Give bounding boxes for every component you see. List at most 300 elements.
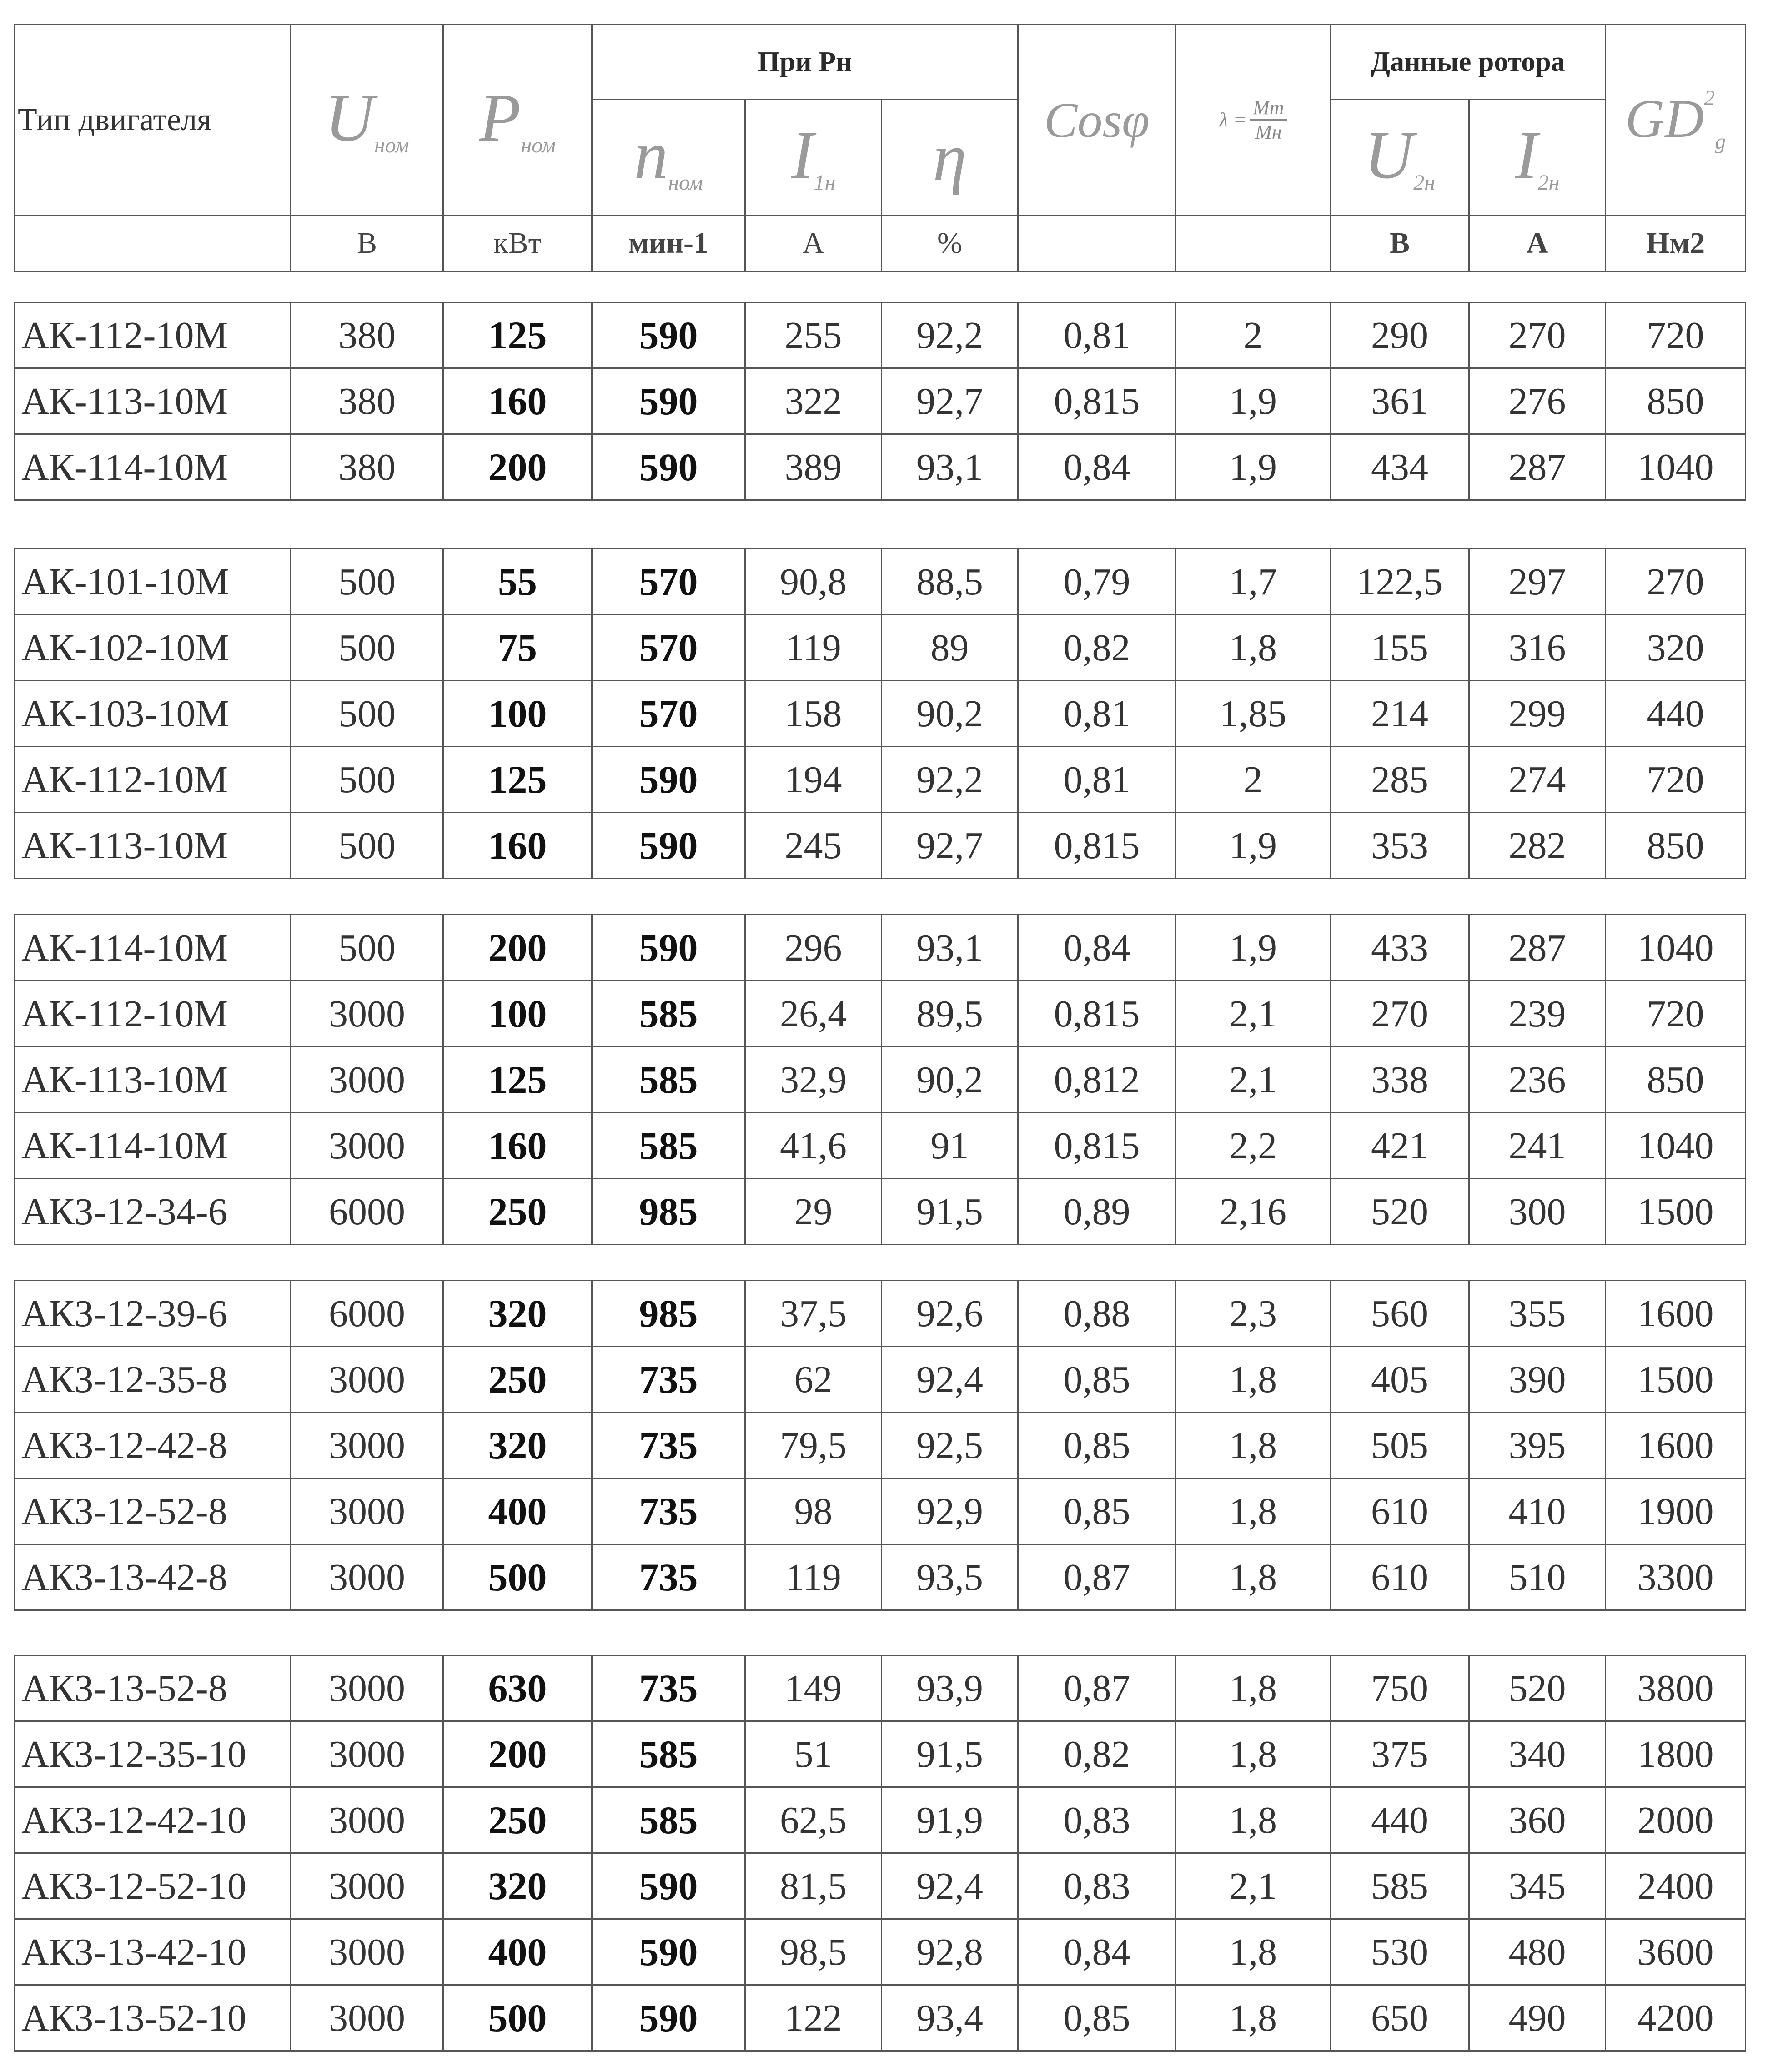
motor-type-cell: АКЗ-12-42-8 [15,1413,291,1479]
i-1n-cell: 81,5 [745,1853,882,1919]
unit-cell: В [1331,216,1469,272]
motor-type-cell: АКЗ-13-42-8 [15,1544,291,1610]
table-row [15,1853,1746,1919]
i-1n-cell: 296 [745,915,882,981]
u-nom-cell: 3000 [291,1655,443,1721]
cos-phi-cell: 0,84 [1018,434,1176,500]
table-row [15,1281,1746,1347]
eta-header: η [882,100,1018,216]
units-row [15,216,1746,272]
p-nom-cell: 160 [443,813,592,879]
i-1n-cell: 119 [745,615,882,681]
lambda-cell: 2,1 [1176,1853,1331,1919]
cos-phi-cell: 0,88 [1018,1281,1176,1347]
cos-phi-cell: 0,815 [1018,368,1176,434]
unit-cell: кВт [443,216,592,272]
gd2-cell: 2400 [1606,1853,1746,1919]
cos-phi-cell: 0,812 [1018,1047,1176,1113]
lambda-cell: 1,9 [1176,434,1331,500]
cos-phi-cell: 0,81 [1018,681,1176,747]
u-2n-cell: 270 [1331,981,1469,1047]
n-nom-cell: 590 [592,1985,745,2051]
lambda-cell: 2,3 [1176,1281,1331,1347]
table-row [15,981,1746,1047]
n-nom-cell: 570 [592,681,745,747]
cos-phi-cell: 0,85 [1018,1413,1176,1479]
u-nom-cell: 3000 [291,1919,443,1985]
n-nom-cell: 985 [592,1179,745,1245]
gd2-cell: 720 [1606,981,1746,1047]
u-2n-cell: 285 [1331,747,1469,813]
p-nom-cell: 125 [443,747,592,813]
n-nom-cell: 735 [592,1655,745,1721]
p-nom-cell: 630 [443,1655,592,1721]
cos-phi-cell: 0,815 [1018,981,1176,1047]
u-nom-cell: 6000 [291,1281,443,1347]
u-nom-cell: 3000 [291,1721,443,1787]
cos-phi-cell: 0,85 [1018,1985,1176,2051]
gd2-cell: 1040 [1606,1113,1746,1179]
n-nom-cell: 590 [592,813,745,879]
u-nom-cell: 500 [291,549,443,615]
i-2n-cell: 282 [1469,813,1606,879]
u-nom-cell: 380 [291,302,443,368]
motor-group-3 [14,914,1745,1242]
lambda-cell: 1,8 [1176,1721,1331,1787]
n-nom-cell: 585 [592,1047,745,1113]
eta-cell: 93,5 [882,1544,1018,1610]
motor-type-cell: АКЗ-12-35-8 [15,1347,291,1413]
eta-cell: 92,4 [882,1853,1018,1919]
motor-type-cell: АК-113-10М [15,368,291,434]
i-2n-cell: 270 [1469,302,1606,368]
p-nom-cell: 160 [443,1113,592,1179]
p-nom-cell: 200 [443,1721,592,1787]
gd2-cell: 720 [1606,747,1746,813]
i-2n-cell: 510 [1469,1544,1606,1610]
u-2n-cell: 361 [1331,368,1469,434]
gd2-cell: 3300 [1606,1544,1746,1610]
lambda-cell: 1,9 [1176,813,1331,879]
n-nom-cell: 590 [592,434,745,500]
i-1n-header: $I_{1н}$ [745,100,882,216]
motor-type-cell: АКЗ-12-34-6 [15,1179,291,1245]
p-nom-cell: 200 [443,434,592,500]
n-nom-cell: 590 [592,368,745,434]
table-row [15,681,1746,747]
u-nom-cell: 500 [291,747,443,813]
lambda-cell: 1,7 [1176,549,1331,615]
i-1n-cell: 26,4 [745,981,882,1047]
gd2-cell: 850 [1606,1047,1746,1113]
eta-cell: 93,9 [882,1655,1018,1721]
motor-type-cell: АКЗ-13-42-10 [15,1919,291,1985]
i-1n-cell: 158 [745,681,882,747]
u-nom-cell: 3000 [291,1347,443,1413]
p-nom-cell: 400 [443,1479,592,1544]
gd2-cell: 3600 [1606,1919,1746,1985]
u-2n-cell: 375 [1331,1721,1469,1787]
lambda-cell: 1,8 [1176,1919,1331,1985]
motor-group-5 [14,1655,1745,2047]
i-2n-cell: 490 [1469,1985,1606,2051]
motor-type-cell: АК-102-10М [15,615,291,681]
cos-phi-cell: 0,815 [1018,1113,1176,1179]
p-nom-cell: 400 [443,1919,592,1985]
i-1n-cell: 41,6 [745,1113,882,1179]
u-2n-cell: 155 [1331,615,1469,681]
i-2n-header: $I_{2н}$ [1469,100,1606,216]
n-nom-cell: 590 [592,1853,745,1919]
gd2-cell: 1900 [1606,1479,1746,1544]
i-1n-cell: 51 [745,1721,882,1787]
p-nom-cell: 250 [443,1179,592,1245]
u-2n-cell: 520 [1331,1179,1469,1245]
gd2-cell: 2000 [1606,1787,1746,1853]
table-row [15,302,1746,368]
i-2n-cell: 410 [1469,1479,1606,1544]
u-2n-cell: 610 [1331,1479,1469,1544]
n-nom-cell: 735 [592,1479,745,1544]
motor-type-cell: АК-114-10М [15,1113,291,1179]
u-nom-cell: 500 [291,813,443,879]
i-1n-cell: 322 [745,368,882,434]
n-nom-cell: 735 [592,1413,745,1479]
gd2-cell: 1600 [1606,1413,1746,1479]
n-nom-cell: 570 [592,615,745,681]
gd2-cell: 1040 [1606,915,1746,981]
i-1n-cell: 37,5 [745,1281,882,1347]
u-nom-cell: 3000 [291,1787,443,1853]
lambda-cell: 2 [1176,302,1331,368]
unit-cell: % [882,216,1018,272]
p-nom-cell: 200 [443,915,592,981]
i-2n-cell: 520 [1469,1655,1606,1721]
u-2n-cell: 353 [1331,813,1469,879]
unit-cell: В [291,216,443,272]
p-nom-cell: 125 [443,302,592,368]
n-nom-cell: 585 [592,1721,745,1787]
table-row [15,1721,1746,1787]
i-2n-cell: 299 [1469,681,1606,747]
motor-type-cell: АК-113-10М [15,1047,291,1113]
table-row [15,1985,1746,2051]
u-nom-cell: 3000 [291,1853,443,1919]
lambda-cell: 2,1 [1176,1047,1331,1113]
n-nom-cell: 590 [592,747,745,813]
p-nom-cell: 250 [443,1347,592,1413]
at-rated-power-header: При Pн [592,25,1018,100]
u-nom-cell: 380 [291,368,443,434]
u-2n-cell: 433 [1331,915,1469,981]
i-2n-cell: 236 [1469,1047,1606,1113]
motor-type-cell: АК-103-10М [15,681,291,747]
i-1n-cell: 98 [745,1479,882,1544]
u-2n-cell: 440 [1331,1787,1469,1853]
n-nom-cell: 735 [592,1544,745,1610]
table-row [15,549,1746,615]
p-nom-cell: 250 [443,1787,592,1853]
unit-cell [1176,216,1331,272]
p-nom-cell: 55 [443,549,592,615]
table-row [15,813,1746,879]
eta-cell: 92,2 [882,747,1018,813]
table-row [15,1179,1746,1245]
u-2n-header: $U_{2н}$ [1331,100,1469,216]
eta-cell: 90,2 [882,1047,1018,1113]
cos-phi-cell: 0,83 [1018,1787,1176,1853]
cos-phi-cell: 0,82 [1018,615,1176,681]
i-1n-cell: 62,5 [745,1787,882,1853]
p-nom-cell: 500 [443,1985,592,2051]
table-row [15,368,1746,434]
i-2n-cell: 300 [1469,1179,1606,1245]
motor-type-cell: АК-114-10М [15,915,291,981]
cos-phi-cell: 0,87 [1018,1544,1176,1610]
table-row [15,915,1746,981]
u-2n-cell: 214 [1331,681,1469,747]
motor-type-cell: АКЗ-12-42-10 [15,1787,291,1853]
table-row [15,747,1746,813]
motor-type-header: Тип двигателя [15,25,291,216]
u-2n-cell: 505 [1331,1413,1469,1479]
lambda-cell: 1,9 [1176,368,1331,434]
gd2-cell: 3800 [1606,1655,1746,1721]
u-nom-cell: 3000 [291,1544,443,1610]
eta-cell: 93,4 [882,1985,1018,2051]
i-1n-cell: 32,9 [745,1047,882,1113]
i-2n-cell: 297 [1469,549,1606,615]
table-row [15,1787,1746,1853]
table-row [15,1544,1746,1610]
cos-phi-cell: 0,81 [1018,747,1176,813]
motor-type-cell: АК-112-10М [15,981,291,1047]
n-nom-cell: 590 [592,915,745,981]
gd2-cell: 1500 [1606,1179,1746,1245]
eta-cell: 90,2 [882,681,1018,747]
i-1n-cell: 29 [745,1179,882,1245]
cos-phi-cell: 0,84 [1018,1919,1176,1985]
i-1n-cell: 98,5 [745,1919,882,1985]
table-row [15,1047,1746,1113]
eta-cell: 91,5 [882,1721,1018,1787]
motor-type-cell: АКЗ-12-52-10 [15,1853,291,1919]
p-nom-cell: 100 [443,681,592,747]
cos-phi-header: Cosφ [1018,25,1176,216]
i-2n-cell: 355 [1469,1281,1606,1347]
eta-cell: 91,9 [882,1787,1018,1853]
table-row [15,1479,1746,1544]
u-nom-cell: 6000 [291,1179,443,1245]
lambda-cell: 2,1 [1176,981,1331,1047]
i-1n-cell: 149 [745,1655,882,1721]
n-nom-cell: 590 [592,1919,745,1985]
p-nom-cell: 320 [443,1281,592,1347]
n-nom-cell: 585 [592,1113,745,1179]
cos-phi-cell: 0,87 [1018,1655,1176,1721]
motor-type-cell: АКЗ-12-52-8 [15,1479,291,1544]
unit-cell: А [745,216,882,272]
u-nom-cell: 3000 [291,1479,443,1544]
u-2n-cell: 122,5 [1331,549,1469,615]
p-nom-cell: 100 [443,981,592,1047]
p-nom-header: $P_{ном}$ [443,25,592,216]
lambda-cell: 2,16 [1176,1179,1331,1245]
table-row [15,1347,1746,1413]
motor-type-cell: АК-113-10М [15,813,291,879]
table-row [15,1413,1746,1479]
eta-cell: 92,4 [882,1347,1018,1413]
i-1n-cell: 122 [745,1985,882,2051]
motor-type-cell: АК-112-10М [15,302,291,368]
u-2n-cell: 405 [1331,1347,1469,1413]
u-2n-cell: 650 [1331,1985,1469,2051]
gd2-cell: 850 [1606,813,1746,879]
table-row [15,434,1746,500]
unit-cell: Нм2 [1606,216,1746,272]
motor-group-2 [14,548,1745,875]
eta-cell: 92,6 [882,1281,1018,1347]
n-nom-cell: 585 [592,1787,745,1853]
lambda-cell: 2,2 [1176,1113,1331,1179]
u-2n-cell: 434 [1331,434,1469,500]
motor-type-cell: АКЗ-13-52-8 [15,1655,291,1721]
u-2n-cell: 750 [1331,1655,1469,1721]
cos-phi-cell: 0,83 [1018,1853,1176,1919]
eta-cell: 92,5 [882,1413,1018,1479]
u-2n-cell: 290 [1331,302,1469,368]
n-nom-cell: 985 [592,1281,745,1347]
i-2n-cell: 345 [1469,1853,1606,1919]
lambda-cell: 1,8 [1176,615,1331,681]
table-row [15,1113,1746,1179]
i-2n-cell: 340 [1469,1721,1606,1787]
cos-phi-cell: 0,84 [1018,915,1176,981]
rotor-data-header: Данные ротора [1331,25,1606,100]
i-1n-cell: 245 [745,813,882,879]
unit-cell [1018,216,1176,272]
gd2-cell: 850 [1606,368,1746,434]
i-2n-cell: 287 [1469,434,1606,500]
u-nom-cell: 3000 [291,1113,443,1179]
n-nom-cell: 570 [592,549,745,615]
eta-cell: 92,2 [882,302,1018,368]
cos-phi-cell: 0,815 [1018,813,1176,879]
table-row [15,1919,1746,1985]
eta-cell: 91,5 [882,1179,1018,1245]
eta-cell: 92,7 [882,368,1018,434]
n-nom-cell: 735 [592,1347,745,1413]
lambda-cell: 1,9 [1176,915,1331,981]
i-2n-cell: 276 [1469,368,1606,434]
p-nom-cell: 125 [443,1047,592,1113]
u-nom-cell: 500 [291,681,443,747]
table-row [15,1655,1746,1721]
lambda-cell: 2 [1176,747,1331,813]
u-2n-cell: 560 [1331,1281,1469,1347]
unit-cell: мин-1 [592,216,745,272]
motor-type-cell: АК-114-10М [15,434,291,500]
eta-cell: 91 [882,1113,1018,1179]
p-nom-cell: 500 [443,1544,592,1610]
eta-cell: 92,7 [882,813,1018,879]
i-2n-cell: 241 [1469,1113,1606,1179]
i-1n-cell: 79,5 [745,1413,882,1479]
p-nom-cell: 75 [443,615,592,681]
u-nom-cell: 3000 [291,981,443,1047]
motor-type-cell: АКЗ-12-39-6 [15,1281,291,1347]
motor-group-1 [14,302,1745,499]
lambda-cell: 1,8 [1176,1787,1331,1853]
i-1n-cell: 389 [745,434,882,500]
i-2n-cell: 239 [1469,981,1606,1047]
u-2n-cell: 338 [1331,1047,1469,1113]
table-header [14,24,1745,271]
lambda-cell: 1,85 [1176,681,1331,747]
gd2-cell: 720 [1606,302,1746,368]
p-nom-cell: 320 [443,1413,592,1479]
gd2-cell: 1800 [1606,1721,1746,1787]
p-nom-cell: 160 [443,368,592,434]
u-nom-cell: 500 [291,615,443,681]
eta-cell: 88,5 [882,549,1018,615]
gd2-cell: 1600 [1606,1281,1746,1347]
i-1n-cell: 119 [745,1544,882,1610]
i-1n-cell: 62 [745,1347,882,1413]
cos-phi-cell: 0,79 [1018,549,1176,615]
u-2n-cell: 610 [1331,1544,1469,1610]
u-2n-cell: 530 [1331,1919,1469,1985]
i-1n-cell: 255 [745,302,882,368]
gd2-header: $GD^2_g$ [1606,25,1746,216]
u-nom-cell: 3000 [291,1985,443,2051]
motor-type-cell: АКЗ-13-52-10 [15,1985,291,2051]
cos-phi-cell: 0,82 [1018,1721,1176,1787]
u-nom-cell: 500 [291,915,443,981]
i-1n-cell: 90,8 [745,549,882,615]
cos-phi-cell: 0,81 [1018,302,1176,368]
lambda-cell: 1,8 [1176,1655,1331,1721]
gd2-cell: 440 [1606,681,1746,747]
lambda-cell: 1,8 [1176,1413,1331,1479]
cos-phi-cell: 0,89 [1018,1179,1176,1245]
gd2-cell: 320 [1606,615,1746,681]
i-2n-cell: 360 [1469,1787,1606,1853]
lambda-cell: 1,8 [1176,1347,1331,1413]
eta-cell: 89,5 [882,981,1018,1047]
lambda-cell: 1,8 [1176,1985,1331,2051]
gd2-cell: 4200 [1606,1985,1746,2051]
motor-type-cell: АКЗ-12-35-10 [15,1721,291,1787]
motor-type-cell: АК-112-10М [15,747,291,813]
u-2n-cell: 585 [1331,1853,1469,1919]
cos-phi-cell: 0,85 [1018,1479,1176,1544]
eta-cell: 89 [882,615,1018,681]
i-2n-cell: 395 [1469,1413,1606,1479]
i-2n-cell: 316 [1469,615,1606,681]
u-nom-cell: 3000 [291,1047,443,1113]
u-nom-cell: 3000 [291,1413,443,1479]
n-nom-header: $n_{ном}$ [592,100,745,216]
u-nom-cell: 380 [291,434,443,500]
table-row [15,615,1746,681]
lambda-cell: 1,8 [1176,1479,1331,1544]
i-1n-cell: 194 [745,747,882,813]
u-2n-cell: 421 [1331,1113,1469,1179]
cos-phi-cell: 0,85 [1018,1347,1176,1413]
eta-cell: 93,1 [882,434,1018,500]
unit-cell-empty [15,216,291,272]
